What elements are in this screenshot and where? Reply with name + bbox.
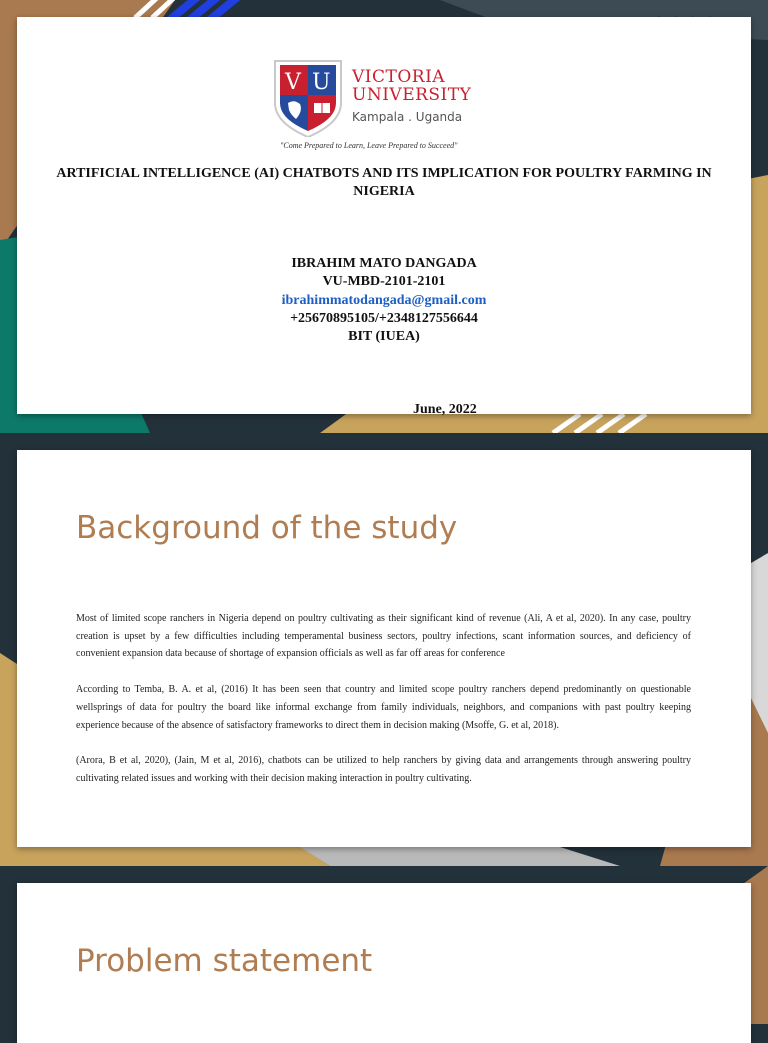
logo-initial-v: V [285, 70, 301, 95]
university-logo [270, 57, 470, 153]
paragraph: According to Temba, B. A. et al, (2016) It has been seen that country and limited scope poultry ranchers depend predominantly on questionable wellsprings of data for poultry the board like informal exchange from family individuals, neighbors, and companions with past poultry keeping experience because of the absence of satisfactory frameworks to direct them in decision making (Msoffe, G. et al, 2018). [76, 684, 691, 731]
logo-initial-u: U [312, 70, 331, 95]
author-program: BIT (IUEA) [348, 329, 420, 345]
background-slide [17, 450, 751, 847]
paragraph: Most of limited scope ranchers in Nigeria depend on poultry cultivating as their significant kind of revenue (Ali, A et al, 2020). In any case, poultry creation is upset by a few difficulties including temperamental business sectors, poultry infections, scant information sources, and deficiency of convenient expansion data because of shortage of expansion officials as well as far off areas for conference [76, 613, 691, 660]
logo-location: Kampala . Uganda [352, 110, 463, 124]
university-crest-icon [270, 57, 356, 137]
problem-statement-slide [17, 883, 751, 1043]
presentation-title: ARTIFICIAL INTELLIGENCE (AI) CHATBOTS AND ITS IMPLICATION FOR POULTRY FARMING IN NIGERIA [56, 166, 712, 199]
author-phone: +25670895105/+2348127556644 [290, 310, 478, 326]
logo-name-line2: UNIVERSITY [352, 85, 472, 105]
paragraph: (Arora, B et al, 2020), (Jain, M et al, 2016), chatbots can be utilized to help ranchers by giving data and arrangements through answering poultry cultivating related issues and working with their decision making interaction in poultry cultivating. [76, 755, 691, 784]
logo-motto: "Come Prepared to Learn, Leave Prepared to Succeed" [280, 141, 458, 150]
presentation-date: June, 2022 [413, 402, 477, 417]
logo-name-line1: VICTORIA [352, 67, 446, 87]
slide-heading: Problem statement [76, 943, 373, 979]
author-name: IBRAHIM MATO DANGADA [291, 256, 477, 271]
title-slide [17, 17, 751, 417]
author-email-link[interactable]: ibrahimmatodangada@gmail.com [281, 292, 487, 308]
slide-heading: Background of the study [76, 510, 458, 546]
slide-body [76, 610, 691, 806]
author-info [17, 255, 751, 346]
registration-number: VU-MBD-2101-2101 [322, 274, 446, 290]
